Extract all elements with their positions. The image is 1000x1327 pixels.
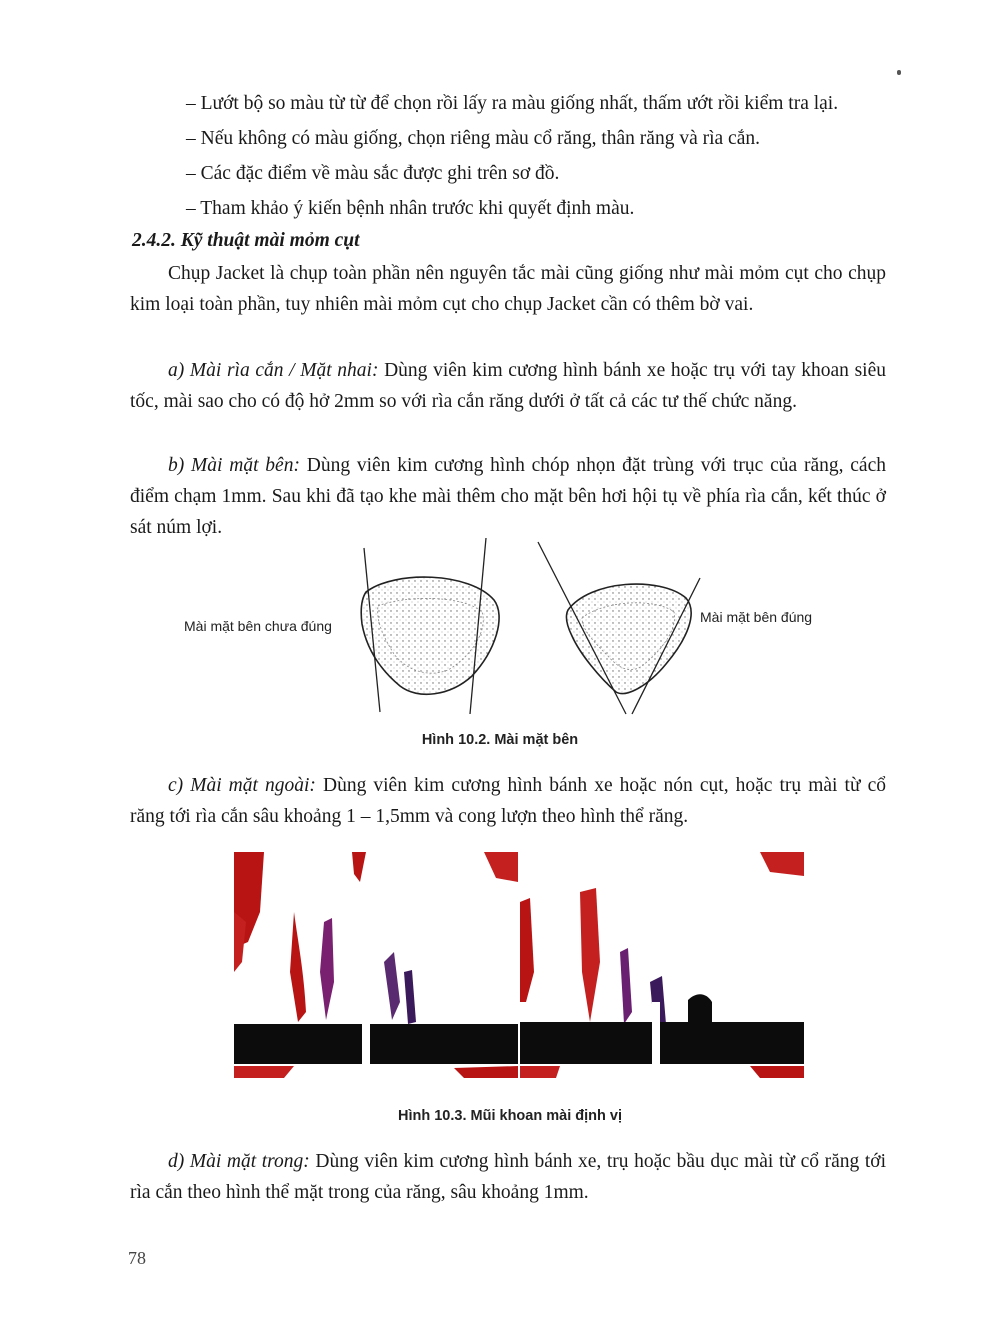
bullet-item: – Nếu không có màu giống, chọn riêng màu cổ răng, thân răng và rìa cắn. <box>186 128 760 149</box>
figure-10-3-caption: Hình 10.3. Mũi khoan mài định vị <box>398 1108 622 1124</box>
step-b-paragraph <box>130 450 886 543</box>
step-d-paragraph <box>130 1146 886 1208</box>
figure-10-2-caption: Hình 10.2. Mài mặt bên <box>421 732 579 748</box>
step-d-text: Dùng viên kim cương hình bánh xe, trụ hoặc bầu dục mài từ cổ răng tới rìa cắn theo hình thể mặt trong của răng, sâu khoảng 1mm. <box>130 1151 887 1203</box>
step-c-text: Dùng viên kim cương hình bánh xe hoặc nón cụt, hoặc trụ mài từ cổ răng tới rìa cắn sâu khoảng 1 – 1,5mm và cong lượn theo hình thể răng. <box>130 775 886 827</box>
bur-photo-right <box>520 852 804 1080</box>
step-a-lead: a) Mài rìa cắn / Mặt nhai: <box>168 360 379 381</box>
step-b-lead: b) Mài mặt bên: <box>168 455 300 476</box>
bur-photo-left <box>234 852 518 1080</box>
step-a-paragraph <box>130 355 886 417</box>
intro-paragraph: Chụp Jacket là chụp toàn phần nên nguyên tắc mài cũng giống như mài mỏm cụt cho chụp kim loại toàn phần, tuy nhiên mài mỏm cụt cho chụp Jacket cần có thêm bờ vai. <box>130 263 886 315</box>
step-c-paragraph <box>130 770 886 832</box>
step-c-lead: c) Mài mặt ngoài: <box>168 775 316 796</box>
tooth-sections-diagram <box>180 538 840 716</box>
step-b-text: Dùng viên kim cương hình chóp nhọn đặt trùng với trục của răng, cách điểm chạm 1mm. Sau khi đã tạo khe mài thêm cho mặt bên hơi hội tụ về phía rìa cắn, kết thúc ở sát núm lợi. <box>130 455 886 538</box>
bullet-list <box>186 86 906 226</box>
bullet-item: – Tham khảo ý kiến bệnh nhân trước khi quyết định màu. <box>186 198 635 219</box>
figure-10-2 <box>180 538 840 716</box>
section-heading: 2.4.2. Kỹ thuật mài mỏm cụt <box>132 230 360 251</box>
step-d-lead: d) Mài mặt trong: <box>168 1151 310 1172</box>
scan-speck <box>897 70 901 75</box>
page-number: 78 <box>128 1248 146 1268</box>
bullet-item: – Lướt bộ so màu từ từ để chọn rồi lấy ra màu giống nhất, thấm ướt rồi kiểm tra lại. <box>186 93 839 114</box>
bullet-item: – Các đặc điểm về màu sắc được ghi trên sơ đồ. <box>186 163 560 184</box>
step-a-text: Dùng viên kim cương hình bánh xe hoặc trụ với tay khoan siêu tốc, mài sao cho có độ hở 2mm so với rìa cắn răng dưới ở tất cả các tư thế chức năng. <box>130 360 886 412</box>
label-correct: Mài mặt bên đúng <box>700 609 813 625</box>
correct-tooth-outline <box>566 584 691 694</box>
incorrect-tooth-outline <box>361 577 499 694</box>
label-incorrect: Mài mặt bên chưa đúng <box>184 618 332 634</box>
